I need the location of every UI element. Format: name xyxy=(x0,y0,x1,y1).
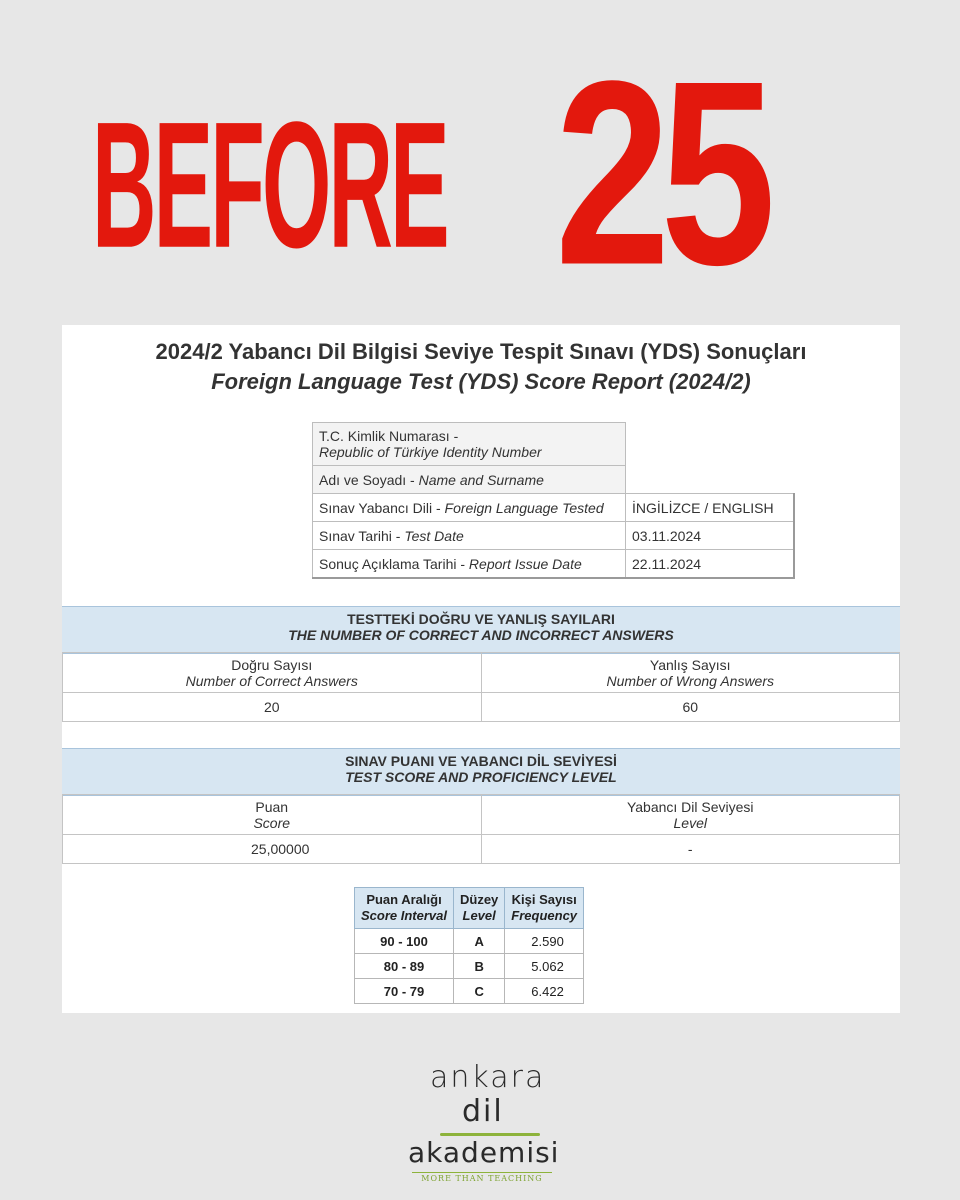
wrong-answers-label: Yanlış Sayısı Number of Wrong Answers xyxy=(481,653,900,693)
info-value-language: İNGİLİZCE / ENGLISH xyxy=(626,494,795,522)
table-row: 80 - 89 B 5.062 xyxy=(355,954,584,979)
info-label-en: Foreign Language Tested xyxy=(444,499,604,516)
info-row-test-date xyxy=(313,522,795,550)
info-row-language xyxy=(313,494,795,522)
score-header-en: TEST SCORE AND PROFICIENCY LEVEL xyxy=(345,769,617,785)
info-label-tr: Sınav Yabancı Dili - xyxy=(319,499,441,516)
score-value: 25,00000 xyxy=(63,835,482,864)
table-row: 90 - 100 A 2.590 xyxy=(355,929,584,954)
correct-answers-label: Doğru Sayısı Number of Correct Answers xyxy=(63,653,482,693)
header-score-interval: Puan Aralığı Score Interval xyxy=(355,888,454,929)
info-value-test-date: 03.11.2024 xyxy=(626,522,795,550)
info-label-en: Report Issue Date xyxy=(468,555,582,572)
ankara-dil-akademisi-logo xyxy=(400,1060,560,1190)
report-title-tr: 2024/2 Yabancı Dil Bilgisi Seviye Tespit Sınavı (YDS) Sonuçları xyxy=(155,339,807,364)
info-label-en: Test Date xyxy=(404,527,464,544)
answers-section-header xyxy=(62,606,900,654)
score-section-header xyxy=(62,748,900,796)
info-row-identity xyxy=(313,423,795,466)
level-distribution-table xyxy=(354,887,584,1004)
info-value-report-date: 22.11.2024 xyxy=(626,550,795,579)
logo-tagline: MORE THAN TEACHING xyxy=(412,1172,552,1183)
score-header-tr: SINAV PUANI VE YABANCI DİL SEVİYESİ xyxy=(345,753,617,769)
answers-table xyxy=(62,652,900,722)
info-label-en: Name and Surname xyxy=(418,471,544,488)
score-report xyxy=(62,325,900,1013)
answers-header-tr: TESTTEKİ DOĞRU VE YANLIŞ SAYILARI xyxy=(347,611,615,627)
headline-before: BEFORE xyxy=(92,85,447,286)
info-label-en: Republic of Türkiye Identity Number xyxy=(319,444,542,460)
correct-answers-value: 20 xyxy=(63,693,482,722)
info-label-tr: Adı ve Soyadı - xyxy=(319,471,415,488)
level-value: - xyxy=(481,835,900,864)
table-row: 70 - 79 C 6.422 xyxy=(355,979,584,1004)
score-table xyxy=(62,794,900,864)
header-frequency: Kişi Sayısı Frequency xyxy=(505,888,584,929)
info-label-tr: Sınav Tarihi - xyxy=(319,527,401,544)
info-row-report-date xyxy=(313,550,795,579)
logo-line-1: ankara xyxy=(430,1060,546,1095)
score-label: Puan Score xyxy=(63,795,482,835)
answers-header-en: THE NUMBER OF CORRECT AND INCORRECT ANSWERS xyxy=(288,627,674,643)
report-title-en: Foreign Language Test (YDS) Score Report (2024/2) xyxy=(211,369,751,394)
info-value xyxy=(626,423,795,466)
info-label-tr: T.C. Kimlik Numarası - xyxy=(319,428,459,444)
info-row-name xyxy=(313,466,795,494)
level-label: Yabancı Dil Seviyesi Level xyxy=(481,795,900,835)
header-level: Düzey Level xyxy=(454,888,505,929)
logo-line-2: dil xyxy=(462,1094,504,1129)
logo-line-3: akademisi xyxy=(408,1136,560,1169)
headline-score-number: 25 xyxy=(555,26,766,320)
info-value xyxy=(626,466,795,494)
info-label-tr: Sonuç Açıklama Tarihi - xyxy=(319,555,466,572)
wrong-answers-value: 60 xyxy=(481,693,900,722)
candidate-info-table xyxy=(312,422,795,579)
